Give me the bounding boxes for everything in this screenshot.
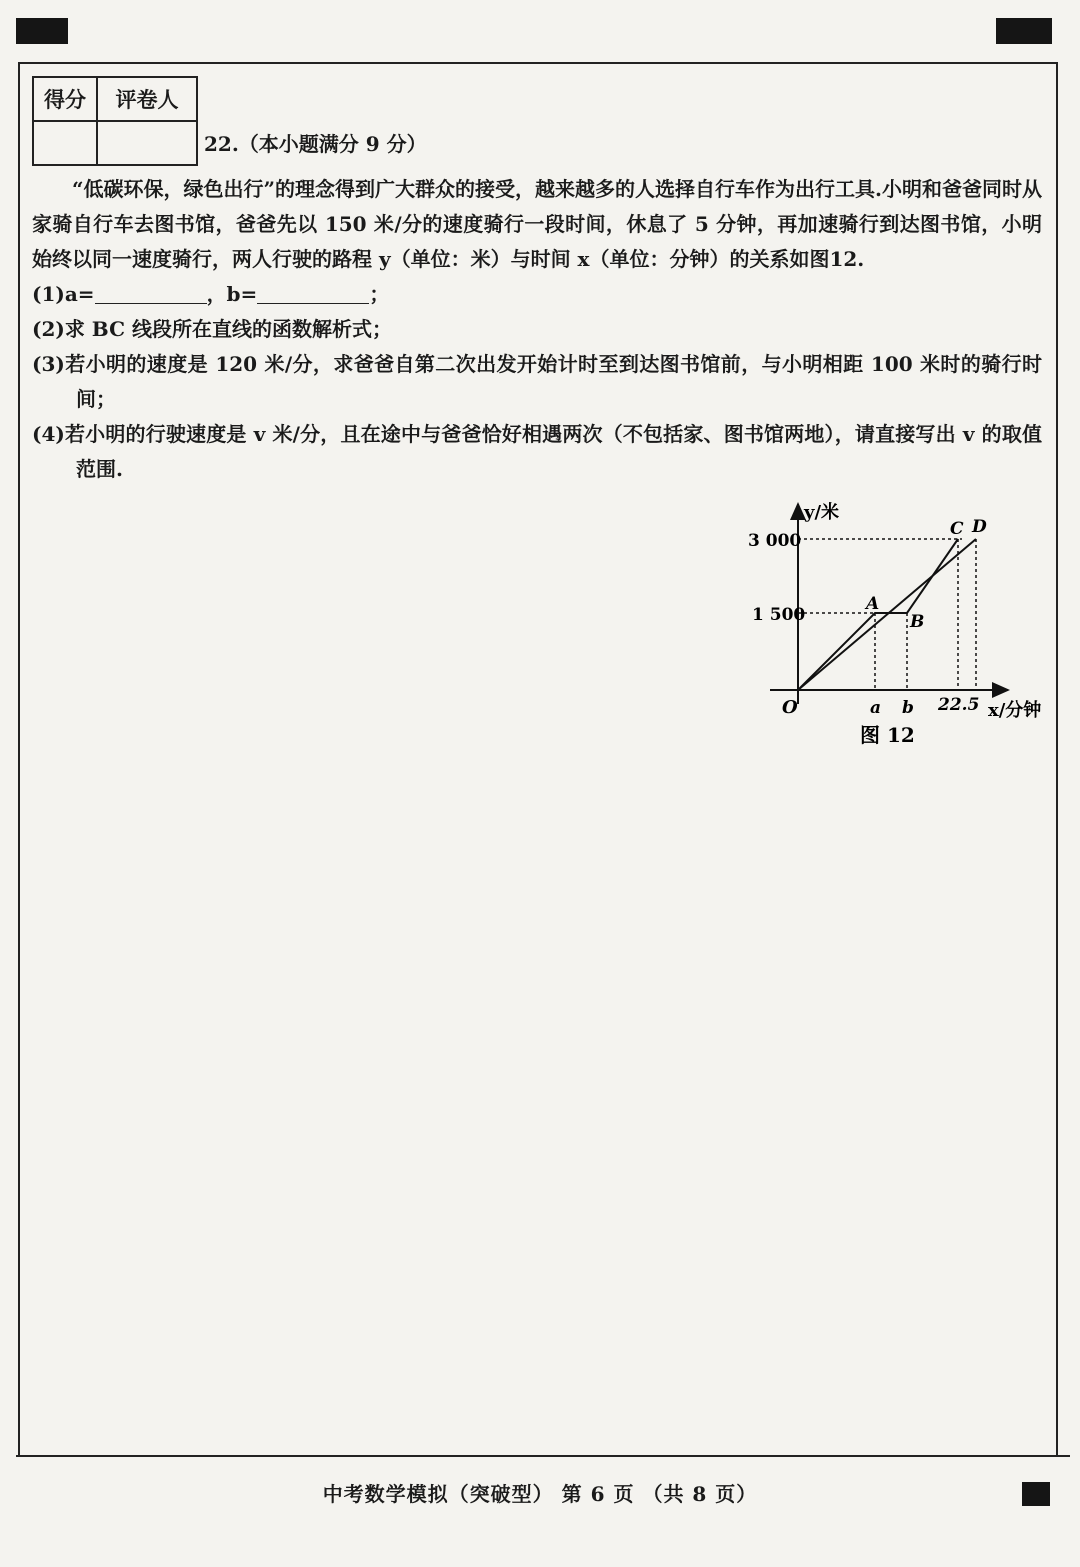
score-header: 得分 <box>33 77 97 121</box>
figure-12 <box>740 494 1060 754</box>
x-tick-b: b <box>902 698 914 718</box>
bottom-rule <box>16 1455 1070 1457</box>
score-table <box>32 76 198 166</box>
father-path <box>798 539 958 690</box>
corner-mark-bottom-right <box>1022 1482 1050 1506</box>
grader-cell[interactable] <box>97 121 197 165</box>
part1-label: (1)a= <box>32 282 95 306</box>
xiaoming-path <box>798 539 976 690</box>
page-footer: 中考数学模拟（突破型） 第 6 页 （共 8 页） <box>322 1482 758 1506</box>
y-tick-3000: 3 000 <box>748 531 802 551</box>
corner-mark-top-left <box>16 18 68 44</box>
question-body <box>32 172 1042 487</box>
question-header: 22.（本小题满分 9 分） <box>204 132 427 156</box>
question-part-2: (2)求 BC 线段所在直线的函数解析式； <box>32 317 392 341</box>
x-tick-22-5: 22.5 <box>938 695 980 715</box>
grader-header: 评卷人 <box>97 77 197 121</box>
corner-mark-top-right <box>996 18 1052 44</box>
answer-blank-b[interactable] <box>257 281 369 304</box>
y-axis-label: y/米 <box>804 502 840 523</box>
point-c-label: C <box>950 519 964 539</box>
x-tick-a: a <box>870 698 882 718</box>
question-intro: “低碳环保，绿色出行”的理念得到广大群众的接受，越来越多的人选择自行车作为出行工具.小明和爸爸同时从家骑自行车去图书馆，爸爸先以 150 米/分的速度骑行一段时间，休息了 5 分钟，再加速骑行到达图书馆，小明始终以同一速度骑行，两人行驶的路程 y（单位：米）与时间 x（单位：分钟）的关系如图12. <box>32 177 1042 271</box>
question-part-1 <box>32 277 1042 312</box>
part1-end: ； <box>369 282 390 306</box>
point-a-label: A <box>866 594 880 614</box>
part1-mid: ，b= <box>206 282 258 306</box>
question-part-4: (4)若小明的行驶速度是 v 米/分，且在途中与爸爸恰好相遇两次（不包括家、图书馆两地），请直接写出 v 的取值范围. <box>32 422 1042 481</box>
y-tick-1500: 1 500 <box>752 605 806 625</box>
figure-caption: 图 12 <box>860 723 915 747</box>
score-cell[interactable] <box>33 121 97 165</box>
distance-time-graph <box>740 494 1060 754</box>
x-axis-label: x/分钟 <box>988 700 1042 721</box>
point-b-label: B <box>910 612 925 632</box>
point-d-label: D <box>972 517 987 537</box>
answer-blank-a[interactable] <box>95 281 207 304</box>
question-part-3: (3)若小明的速度是 120 米/分，求爸爸自第二次出发开始计时至到达图书馆前，与小明相距 100 米时的骑行时间； <box>32 352 1042 411</box>
origin-label: O <box>782 697 798 718</box>
